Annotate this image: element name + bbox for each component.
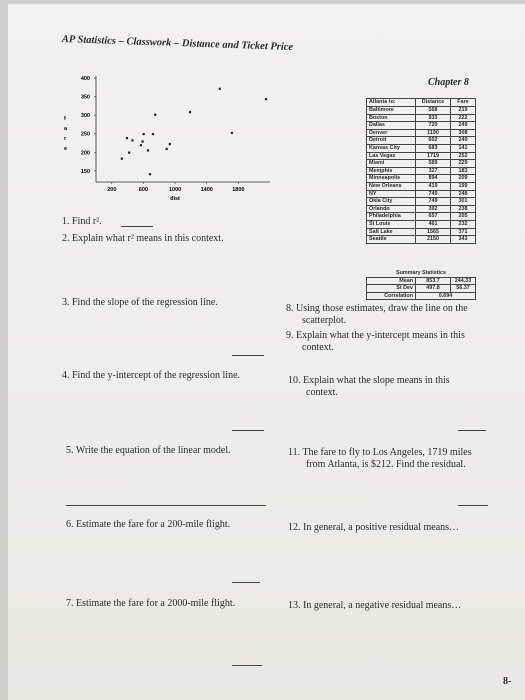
table-row [367,213,476,221]
y-tick-label: 250 [80,131,90,138]
summary-title: Summary Statistics [395,270,447,276]
x-tick-label: 200 [107,187,117,193]
y-axis-letter: f [64,116,66,122]
distance-cell: 749 [416,198,451,206]
fare-cell: 238 [451,205,476,213]
distance-cell: 392 [416,205,451,213]
fare-cell: 232 [451,220,476,228]
fare-cell: 249 [451,137,476,145]
fare-cell: 222 [451,114,476,122]
question-8-line2: scatterplot. [302,315,347,326]
data-point [128,152,130,154]
city-cell: Detroit [367,137,416,145]
mean-fare: 244.33 [451,277,476,285]
fare-cell: 308 [451,129,476,137]
city-cell: Seattle [367,236,416,244]
answer-line [458,430,486,431]
distance-cell: 589 [416,160,451,168]
distance-cell: 1565 [416,228,451,236]
summary-table [366,270,476,300]
fare-cell: 205 [451,213,476,221]
y-tick-label: 200 [80,150,90,157]
city-cell: Miami [367,160,416,168]
question-10 [288,375,450,399]
city-cell: Las Vegas [367,152,416,160]
table-row [367,198,476,206]
data-point [126,137,128,139]
fare-cell: 209 [451,175,476,183]
question-8 [286,303,468,327]
sd-dist: 497.8 [416,285,451,293]
question-10-line2: context. [306,387,338,398]
fare-cell: 371 [451,228,476,236]
distance-cell: 933 [416,114,451,122]
fare-cell: 229 [451,160,476,168]
sd-label: St Dev [367,285,416,293]
answer-line [232,582,260,583]
table-row [367,144,476,152]
y-axis-letter: r [64,136,67,142]
y-tick-label: 400 [80,76,90,82]
table-row [367,236,476,244]
question-9-line1: 9. Explain what the y-intercept means in this [286,330,465,341]
distance-cell: 568 [416,107,451,115]
city-cell: Memphis [367,167,416,175]
distance-cell: 461 [416,220,451,228]
question-11-line2: from Atlanta, is $212. Find the residual. [306,459,466,470]
sd-fare: 56.37 [451,285,476,293]
question-11 [288,447,472,471]
y-tick-label: 300 [80,113,90,120]
city-cell: Boston [367,114,416,122]
column-header: Distance [416,99,451,107]
answer-line [232,430,264,431]
data-point [147,149,149,151]
distance-cell: 602 [416,137,451,145]
data-point [154,114,156,116]
data-point [141,140,143,142]
y-axis-letter: e [64,146,68,152]
city-cell: Okla City [367,198,416,206]
city-cell: Philadelphia [367,213,416,221]
fare-cell: 301 [451,198,476,206]
x-tick-label: 1800 [232,187,245,193]
distance-cell: 749 [416,190,451,198]
data-point [152,133,154,135]
fare-table [366,98,476,244]
fare-cell: 249 [451,122,476,130]
city-cell: Baltimore [367,107,416,115]
fare-cell: 343 [451,236,476,244]
table-row [367,152,476,160]
answer-line [458,505,488,506]
city-cell: New Orleans [367,182,416,190]
table-row [367,160,476,168]
x-axis-label: dist [170,196,180,202]
question-6: 6. Estimate the fare for a 200-mile flight. [66,519,231,530]
fare-cell: 252 [451,152,476,160]
data-point [131,139,133,141]
distance-cell: 720 [416,122,451,130]
city-cell: Salt Lake [367,228,416,236]
data-point [265,98,267,100]
question-9 [286,330,465,354]
question-4: 4. Find the y-intercept of the regression line. [62,370,241,381]
distance-cell: 327 [416,167,451,175]
fare-cell: 199 [451,182,476,190]
page-title: AP Statistics – Classwork – Distance and Ticket Price [61,34,294,54]
scatterplot [60,70,290,205]
y-axis-letter: a [64,126,68,132]
data-point [231,132,233,134]
data-point [121,158,123,160]
x-tick-label: 600 [138,187,149,193]
city-cell: Dallas [367,122,416,130]
question-5: 5. Write the equation of the linear model. [66,445,231,456]
distance-cell: 1719 [416,152,451,160]
data-point [149,173,151,175]
distance-cell: 1190 [416,129,451,137]
city-cell: Denver [367,129,416,137]
fare-cell: 183 [451,167,476,175]
column-header: Atlanta to: [367,99,416,107]
question-10-line1: 10. Explain what the slope means in this [288,375,450,386]
question-1: 1. Find r². [62,216,102,227]
question-3: 3. Find the slope of the regression line. [62,297,218,308]
y-tick-label: 150 [80,168,90,175]
table-row [367,129,476,137]
mean-label: Mean [367,277,416,285]
distance-cell: 894 [416,175,451,183]
x-tick-label: 1000 [168,187,182,193]
city-cell: NY [367,190,416,198]
distance-cell: 2150 [416,236,451,244]
page-number: 8- [503,676,512,687]
city-cell: St Louis [367,220,416,228]
correlation-value: 0.694 [416,292,476,300]
table-row [367,182,476,190]
table-row [367,190,476,198]
fare-cell: 219 [451,107,476,115]
y-tick-label: 350 [80,94,90,101]
data-point [140,144,142,146]
table-row [367,114,476,122]
question-8-line1: 8. Using those estimates, draw the line on the [286,303,468,314]
mean-dist: 853.7 [416,277,451,285]
table-row [367,220,476,228]
table-row [367,228,476,236]
answer-line [66,505,266,506]
table-row [367,205,476,213]
table-row [367,167,476,175]
data-point [219,88,221,90]
question-13: 13. In general, a negative residual means… [288,600,462,611]
answer-line [232,665,262,666]
table-row [367,122,476,130]
correlation-label: Correlation [367,292,416,300]
city-cell: Orlando [367,205,416,213]
fare-cell: 248 [451,190,476,198]
city-cell: Minneapolis [367,175,416,183]
question-2: 2. Explain what r² means in this context. [62,233,224,244]
table-row [367,175,476,183]
answer-line [121,226,153,227]
city-cell: Kansas City [367,144,416,152]
data-point [189,111,191,113]
distance-cell: 683 [416,144,451,152]
data-point [166,148,168,150]
distance-cell: 419 [416,182,451,190]
question-11-line1: 11. The fare to fly to Los Angeles, 1719 miles [288,447,472,458]
data-point [169,143,171,145]
chapter-label: Chapter 8 [428,77,469,88]
answer-line [232,355,264,356]
question-9-line2: context. [302,342,334,353]
question-7: 7. Estimate the fare for a 2000-mile flight. [66,598,236,609]
table-row [367,107,476,115]
x-tick-label: 1400 [200,187,213,193]
question-12: 12. In general, a positive residual means… [288,522,460,533]
column-header: Fare [451,99,476,107]
distance-cell: 657 [416,213,451,221]
data-point [143,133,145,135]
y-axis-label [64,116,68,152]
table-row [367,137,476,145]
fare-cell: 141 [451,144,476,152]
